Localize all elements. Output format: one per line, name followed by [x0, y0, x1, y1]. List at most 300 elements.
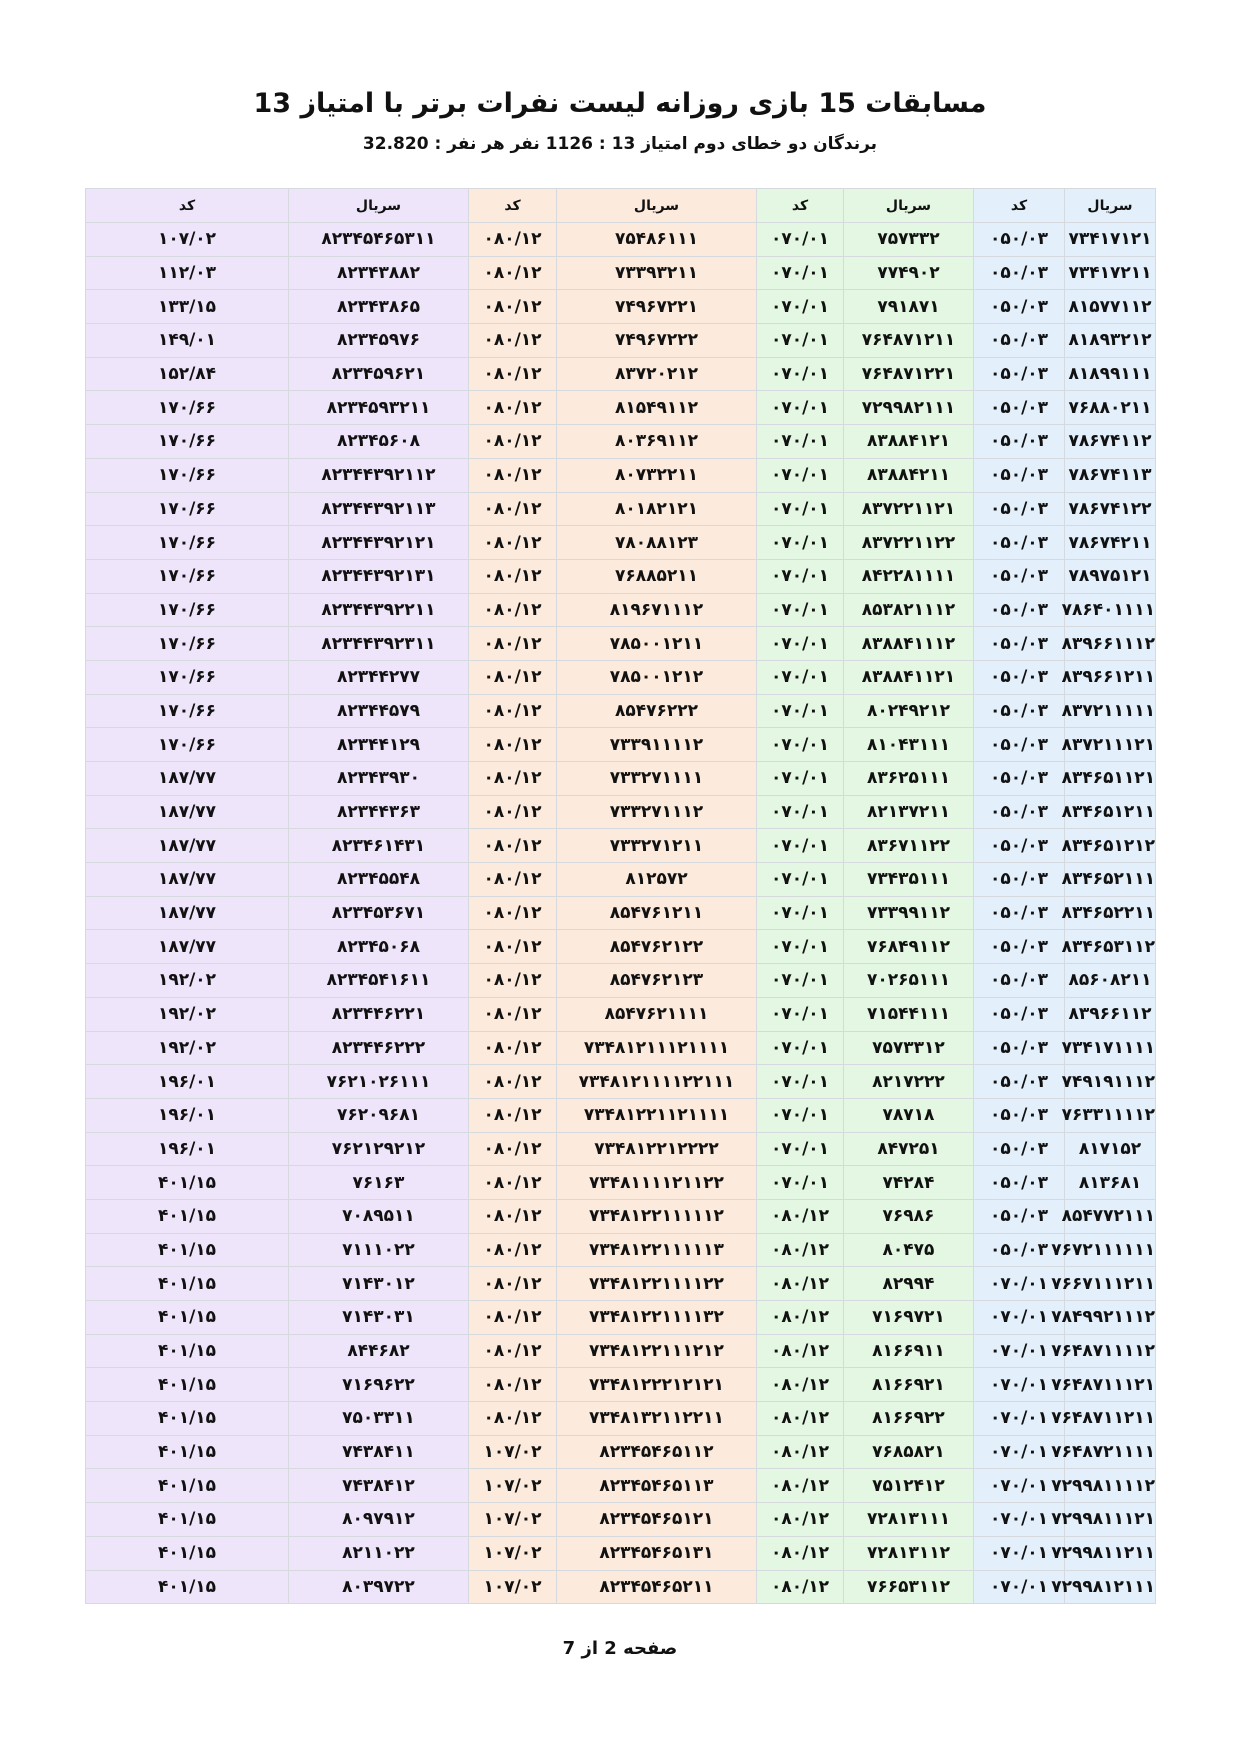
cell-code-2: ۰۷۰/۰۱ [757, 290, 844, 324]
cell-serial-1: ۷۴۹۱۹۱۱۱۲ [1065, 1065, 1156, 1099]
cell-code-1: ۰۵۰/۰۳ [974, 728, 1065, 762]
cell-code-1: ۰۵۰/۰۳ [974, 1065, 1065, 1099]
cell-code-4: ۱۹۶/۰۱ [86, 1132, 289, 1166]
table-row [86, 930, 1156, 964]
header-code-3: کد [469, 189, 557, 223]
cell-code-1: ۰۵۰/۰۳ [974, 391, 1065, 425]
cell-code-4: ۱۸۷/۷۷ [86, 795, 289, 829]
cell-serial-3: ۷۴۹۶۷۲۲۱ [557, 290, 757, 324]
cell-serial-4: ۸۲۳۴۴۳۹۲۱۱۳ [289, 492, 469, 526]
cell-code-2: ۰۷۰/۰۱ [757, 391, 844, 425]
cell-code-2: ۰۷۰/۰۱ [757, 829, 844, 863]
table-row [86, 223, 1156, 257]
cell-code-3: ۰۸۰/۱۲ [469, 728, 557, 762]
cell-code-3: ۰۸۰/۱۲ [469, 357, 557, 391]
cell-code-2: ۰۷۰/۰۱ [757, 795, 844, 829]
cell-serial-1: ۷۶۴۸۷۱۱۱۲۱ [1065, 1368, 1156, 1402]
cell-serial-1: ۸۵۶۰۸۲۱۱ [1065, 964, 1156, 998]
table-row [86, 863, 1156, 897]
cell-code-1: ۰۵۰/۰۳ [974, 324, 1065, 358]
cell-code-1: ۰۷۰/۰۱ [974, 1267, 1065, 1301]
cell-code-4: ۱۴۹/۰۱ [86, 324, 289, 358]
cell-serial-4: ۸۲۳۴۵۰۶۸ [289, 930, 469, 964]
cell-code-3: ۰۸۰/۱۲ [469, 1334, 557, 1368]
table-row [86, 964, 1156, 998]
cell-serial-3: ۷۸۵۰۰۱۲۱۲ [557, 660, 757, 694]
cell-code-3: ۱۰۷/۰۲ [469, 1503, 557, 1537]
cell-serial-2: ۸۲۱۷۲۲۲ [844, 1065, 974, 1099]
cell-serial-4: ۸۲۳۴۴۳۹۲۳۱۱ [289, 627, 469, 661]
winners-table [85, 188, 1156, 1604]
cell-serial-2: ۸۴۷۲۵۱ [844, 1132, 974, 1166]
cell-code-1: ۰۵۰/۰۳ [974, 795, 1065, 829]
cell-serial-4: ۷۴۳۸۴۱۲ [289, 1469, 469, 1503]
header-code-1: کد [974, 189, 1065, 223]
cell-code-4: ۴۰۱/۱۵ [86, 1570, 289, 1604]
cell-code-3: ۰۸۰/۱۲ [469, 997, 557, 1031]
cell-serial-3: ۷۳۴۸۱۲۲۱۱۲۱۱۱۱ [557, 1098, 757, 1132]
cell-serial-1: ۷۶۷۲۱۱۱۱۱۱ [1065, 1233, 1156, 1267]
cell-serial-3: ۷۶۸۸۵۲۱۱ [557, 559, 757, 593]
cell-code-2: ۰۷۰/۰۱ [757, 223, 844, 257]
cell-serial-3: ۷۳۳۲۷۱۱۱۲ [557, 795, 757, 829]
cell-serial-1: ۸۱۸۹۹۱۱۱ [1065, 357, 1156, 391]
cell-code-3: ۰۸۰/۱۲ [469, 694, 557, 728]
cell-serial-2: ۸۳۶۲۵۱۱۱ [844, 762, 974, 796]
cell-code-1: ۰۷۰/۰۱ [974, 1402, 1065, 1436]
cell-serial-1: ۷۳۴۱۷۲۱۱ [1065, 256, 1156, 290]
cell-code-4: ۱۸۷/۷۷ [86, 829, 289, 863]
cell-serial-4: ۸۲۳۴۳۹۳۰ [289, 762, 469, 796]
cell-code-2: ۰۸۰/۱۲ [757, 1334, 844, 1368]
table-row [86, 357, 1156, 391]
cell-code-1: ۰۵۰/۰۳ [974, 863, 1065, 897]
cell-code-3: ۰۸۰/۱۲ [469, 256, 557, 290]
cell-code-4: ۱۷۰/۶۶ [86, 391, 289, 425]
cell-serial-3: ۸۵۴۷۶۱۲۱۱ [557, 896, 757, 930]
cell-serial-3: ۸۲۳۴۵۴۶۵۱۳۱ [557, 1536, 757, 1570]
page-subtitle: برندگان دو خطای دوم امتیاز 13 : 1126 نفر هر نفر : 32.820 [362, 134, 878, 154]
cell-serial-4: ۸۲۳۴۵۹۷۶ [289, 324, 469, 358]
cell-code-1: ۰۵۰/۰۳ [974, 627, 1065, 661]
cell-code-2: ۰۸۰/۱۲ [757, 1536, 844, 1570]
cell-serial-1: ۸۳۹۶۶۱۱۱۲ [1065, 627, 1156, 661]
cell-code-1: ۰۷۰/۰۱ [974, 1435, 1065, 1469]
cell-code-3: ۰۸۰/۱۲ [469, 896, 557, 930]
table-row [86, 627, 1156, 661]
cell-serial-1: ۸۳۴۶۵۱۲۱۱ [1065, 795, 1156, 829]
table-row [86, 896, 1156, 930]
table-row [86, 1031, 1156, 1065]
cell-serial-3: ۷۵۴۸۶۱۱۱ [557, 223, 757, 257]
cell-serial-2: ۷۴۲۸۴ [844, 1166, 974, 1200]
cell-code-3: ۰۸۰/۱۲ [469, 627, 557, 661]
table-row [86, 559, 1156, 593]
cell-serial-1: ۷۸۶۴۰۱۱۱۱ [1065, 593, 1156, 627]
cell-serial-2: ۷۶۶۵۳۱۱۲ [844, 1570, 974, 1604]
table-row [86, 492, 1156, 526]
table-row [86, 290, 1156, 324]
cell-serial-2: ۷۷۴۹۰۲ [844, 256, 974, 290]
table-row [86, 1469, 1156, 1503]
cell-code-2: ۰۷۰/۰۱ [757, 1132, 844, 1166]
table-row [86, 1267, 1156, 1301]
cell-code-1: ۰۵۰/۰۳ [974, 1199, 1065, 1233]
cell-code-4: ۴۰۱/۱۵ [86, 1503, 289, 1537]
cell-serial-1: ۷۸۹۷۵۱۲۱ [1065, 559, 1156, 593]
cell-code-4: ۱۱۲/۰۳ [86, 256, 289, 290]
cell-serial-4: ۸۲۳۴۵۵۴۸ [289, 863, 469, 897]
cell-code-3: ۰۸۰/۱۲ [469, 290, 557, 324]
cell-code-3: ۰۸۰/۱۲ [469, 1065, 557, 1099]
cell-serial-3: ۸۰۷۳۲۲۱۱ [557, 458, 757, 492]
table-row [86, 1334, 1156, 1368]
table-row [86, 1301, 1156, 1335]
cell-serial-4: ۸۲۳۴۴۲۷۷ [289, 660, 469, 694]
cell-code-2: ۰۷۰/۰۱ [757, 1098, 844, 1132]
cell-serial-3: ۷۳۳۲۷۱۲۱۱ [557, 829, 757, 863]
table-row [86, 694, 1156, 728]
cell-serial-2: ۸۳۸۸۴۲۱۱ [844, 458, 974, 492]
cell-serial-1: ۷۲۹۹۸۱۱۱۱۲ [1065, 1469, 1156, 1503]
cell-code-3: ۰۸۰/۱۲ [469, 492, 557, 526]
cell-code-3: ۰۸۰/۱۲ [469, 930, 557, 964]
table-row [86, 425, 1156, 459]
cell-serial-4: ۸۲۳۴۴۶۲۲۲ [289, 1031, 469, 1065]
cell-serial-3: ۸۳۷۲۰۲۱۲ [557, 357, 757, 391]
cell-serial-3: ۷۳۴۸۱۳۲۱۱۲۲۱۱ [557, 1402, 757, 1436]
cell-serial-2: ۷۶۴۸۷۱۲۲۱ [844, 357, 974, 391]
cell-code-3: ۰۸۰/۱۲ [469, 1368, 557, 1402]
cell-code-4: ۱۷۰/۶۶ [86, 627, 289, 661]
table-row [86, 1132, 1156, 1166]
cell-serial-4: ۸۲۳۴۵۹۳۲۱۱ [289, 391, 469, 425]
cell-serial-1: ۸۳۹۶۶۱۲۱۱ [1065, 660, 1156, 694]
cell-serial-4: ۸۲۳۴۴۳۹۲۱۱۲ [289, 458, 469, 492]
cell-serial-2: ۸۴۲۲۸۱۱۱۱ [844, 559, 974, 593]
cell-code-1: ۰۷۰/۰۱ [974, 1301, 1065, 1335]
cell-code-1: ۰۵۰/۰۳ [974, 1166, 1065, 1200]
cell-code-4: ۱۹۲/۰۲ [86, 997, 289, 1031]
cell-code-1: ۰۵۰/۰۳ [974, 223, 1065, 257]
cell-serial-2: ۸۳۸۸۴۱۱۱۲ [844, 627, 974, 661]
cell-serial-3: ۷۳۴۸۱۱۱۱۲۱۱۲۲ [557, 1166, 757, 1200]
cell-serial-2: ۷۶۹۸۶ [844, 1199, 974, 1233]
cell-code-2: ۰۷۰/۰۱ [757, 324, 844, 358]
cell-code-4: ۱۸۷/۷۷ [86, 863, 289, 897]
cell-code-1: ۰۵۰/۰۳ [974, 997, 1065, 1031]
cell-code-4: ۱۷۰/۶۶ [86, 559, 289, 593]
cell-serial-3: ۸۵۴۷۶۲۲۲ [557, 694, 757, 728]
cell-code-3: ۰۸۰/۱۲ [469, 660, 557, 694]
cell-serial-2: ۷۲۹۹۸۲۱۱۱ [844, 391, 974, 425]
cell-serial-4: ۸۲۳۴۴۳۹۲۱۲۱ [289, 526, 469, 560]
cell-serial-2: ۷۰۲۶۵۱۱۱ [844, 964, 974, 998]
table-row [86, 1065, 1156, 1099]
cell-serial-2: ۷۲۸۱۳۱۱۱ [844, 1503, 974, 1537]
cell-code-1: ۰۵۰/۰۳ [974, 526, 1065, 560]
cell-serial-3: ۷۴۹۶۷۲۲۲ [557, 324, 757, 358]
cell-code-1: ۰۵۰/۰۳ [974, 1132, 1065, 1166]
cell-code-3: ۰۸۰/۱۲ [469, 593, 557, 627]
cell-serial-3: ۸۲۳۴۵۴۶۵۱۱۲ [557, 1435, 757, 1469]
cell-code-3: ۰۸۰/۱۲ [469, 829, 557, 863]
cell-code-3: ۱۰۷/۰۲ [469, 1469, 557, 1503]
cell-code-2: ۰۷۰/۰۱ [757, 863, 844, 897]
table-row [86, 593, 1156, 627]
cell-serial-4: ۷۴۳۸۴۱۱ [289, 1435, 469, 1469]
table-row [86, 324, 1156, 358]
cell-serial-2: ۸۵۳۸۲۱۱۱۲ [844, 593, 974, 627]
cell-serial-1: ۸۱۵۷۷۱۱۲ [1065, 290, 1156, 324]
cell-code-4: ۱۷۰/۶۶ [86, 458, 289, 492]
cell-serial-1: ۷۲۹۹۸۱۲۱۱۱ [1065, 1570, 1156, 1604]
cell-code-2: ۰۸۰/۱۲ [757, 1368, 844, 1402]
cell-serial-2: ۸۱۶۶۹۱۱ [844, 1334, 974, 1368]
cell-code-1: ۰۵۰/۰۳ [974, 762, 1065, 796]
cell-serial-2: ۸۳۸۸۴۱۲۱ [844, 425, 974, 459]
cell-code-2: ۰۷۰/۰۱ [757, 930, 844, 964]
cell-serial-4: ۸۲۳۴۳۸۸۲ [289, 256, 469, 290]
header-code-4: کد [86, 189, 289, 223]
cell-code-1: ۰۷۰/۰۱ [974, 1469, 1065, 1503]
cell-code-1: ۰۵۰/۰۳ [974, 1098, 1065, 1132]
cell-code-2: ۰۷۰/۰۱ [757, 1166, 844, 1200]
cell-serial-4: ۸۰۳۹۷۲۲ [289, 1570, 469, 1604]
cell-serial-4: ۷۶۲۰۹۶۸۱ [289, 1098, 469, 1132]
cell-code-1: ۰۵۰/۰۳ [974, 930, 1065, 964]
cell-serial-1: ۸۳۷۲۱۱۱۲۱ [1065, 728, 1156, 762]
cell-serial-4: ۸۲۱۱۰۲۲ [289, 1536, 469, 1570]
header-serial-4: سریال [289, 189, 469, 223]
cell-serial-3: ۸۲۳۴۵۴۶۵۱۱۳ [557, 1469, 757, 1503]
page-number: صفحه 2 از 7 [562, 1638, 678, 1659]
cell-serial-2: ۷۳۳۹۹۱۱۲ [844, 896, 974, 930]
cell-serial-2: ۸۳۸۸۴۱۱۲۱ [844, 660, 974, 694]
cell-serial-3: ۸۲۳۴۵۴۶۵۲۱۱ [557, 1570, 757, 1604]
cell-serial-3: ۷۳۴۸۱۲۲۱۱۱۲۱۲ [557, 1334, 757, 1368]
cell-code-1: ۰۵۰/۰۳ [974, 458, 1065, 492]
table-row [86, 1435, 1156, 1469]
cell-code-4: ۴۰۱/۱۵ [86, 1267, 289, 1301]
table-row [86, 795, 1156, 829]
table-row [86, 1368, 1156, 1402]
cell-serial-1: ۷۶۸۸۰۲۱۱ [1065, 391, 1156, 425]
cell-code-1: ۰۵۰/۰۳ [974, 660, 1065, 694]
cell-code-3: ۰۸۰/۱۲ [469, 324, 557, 358]
cell-serial-2: ۸۰۴۷۵ [844, 1233, 974, 1267]
cell-serial-4: ۷۱۴۳۰۳۱ [289, 1301, 469, 1335]
winners-table-container [86, 188, 1156, 1604]
cell-serial-4: ۸۲۳۴۴۳۹۲۱۳۱ [289, 559, 469, 593]
cell-serial-3: ۷۳۴۸۱۲۲۲۱۲۱۲۱ [557, 1368, 757, 1402]
cell-serial-3: ۷۳۴۸۱۲۱۱۱۱۲۲۱۱۱ [557, 1065, 757, 1099]
table-row [86, 526, 1156, 560]
cell-code-4: ۱۷۰/۶۶ [86, 593, 289, 627]
table-row [86, 1570, 1156, 1604]
header-serial-3: سریال [557, 189, 757, 223]
cell-serial-4: ۸۴۴۶۸۲ [289, 1334, 469, 1368]
cell-code-3: ۱۰۷/۰۲ [469, 1536, 557, 1570]
cell-serial-1: ۷۳۴۱۷۱۲۱ [1065, 223, 1156, 257]
cell-code-3: ۰۸۰/۱۲ [469, 1267, 557, 1301]
cell-serial-1: ۸۳۴۶۵۲۲۱۱ [1065, 896, 1156, 930]
cell-code-4: ۱۰۷/۰۲ [86, 223, 289, 257]
cell-code-3: ۰۸۰/۱۲ [469, 1402, 557, 1436]
cell-serial-3: ۷۸۰۸۸۱۲۳ [557, 526, 757, 560]
cell-code-1: ۰۵۰/۰۳ [974, 694, 1065, 728]
cell-code-4: ۱۷۰/۶۶ [86, 728, 289, 762]
header-code-2: کد [757, 189, 844, 223]
cell-serial-1: ۷۸۶۷۴۱۱۲ [1065, 425, 1156, 459]
cell-serial-4: ۷۱۱۱۰۲۲ [289, 1233, 469, 1267]
cell-serial-3: ۸۰۳۶۹۱۱۲ [557, 425, 757, 459]
table-row [86, 1503, 1156, 1537]
cell-serial-4: ۷۱۴۳۰۱۲ [289, 1267, 469, 1301]
cell-code-3: ۰۸۰/۱۲ [469, 391, 557, 425]
cell-code-3: ۰۸۰/۱۲ [469, 1132, 557, 1166]
table-row [86, 1166, 1156, 1200]
cell-code-1: ۰۵۰/۰۳ [974, 256, 1065, 290]
cell-code-2: ۰۷۰/۰۱ [757, 425, 844, 459]
cell-code-4: ۴۰۱/۱۵ [86, 1536, 289, 1570]
header-serial-2: سریال [844, 189, 974, 223]
cell-code-1: ۰۷۰/۰۱ [974, 1334, 1065, 1368]
cell-code-2: ۰۷۰/۰۱ [757, 627, 844, 661]
cell-code-2: ۰۸۰/۱۲ [757, 1469, 844, 1503]
cell-serial-2: ۸۱۶۶۹۲۱ [844, 1368, 974, 1402]
cell-serial-3: ۷۳۴۸۱۲۲۱۱۱۱۱۳ [557, 1233, 757, 1267]
cell-serial-1: ۸۳۴۶۵۱۱۲۱ [1065, 762, 1156, 796]
cell-serial-3: ۷۳۴۸۱۲۱۱۱۲۱۱۱۱ [557, 1031, 757, 1065]
cell-code-1: ۰۷۰/۰۱ [974, 1503, 1065, 1537]
page-title: مسابقات 15 بازی روزانه لیست نفرات برتر با امتیاز 13 [253, 88, 987, 119]
cell-code-3: ۰۸۰/۱۲ [469, 1301, 557, 1335]
cell-serial-4: ۸۲۳۴۴۳۶۳ [289, 795, 469, 829]
cell-code-3: ۰۸۰/۱۲ [469, 1166, 557, 1200]
cell-serial-2: ۸۱۰۴۳۱۱۱ [844, 728, 974, 762]
cell-serial-3: ۸۱۲۵۷۲ [557, 863, 757, 897]
cell-code-4: ۱۷۰/۶۶ [86, 492, 289, 526]
cell-code-4: ۴۰۱/۱۵ [86, 1301, 289, 1335]
cell-code-2: ۰۸۰/۱۲ [757, 1267, 844, 1301]
cell-code-2: ۰۸۰/۱۲ [757, 1402, 844, 1436]
cell-code-2: ۰۷۰/۰۱ [757, 964, 844, 998]
table-row [86, 762, 1156, 796]
cell-serial-2: ۷۶۸۵۸۲۱ [844, 1435, 974, 1469]
cell-serial-4: ۸۲۳۴۳۸۶۵ [289, 290, 469, 324]
cell-serial-3: ۸۵۴۷۶۲۱۲۲ [557, 930, 757, 964]
cell-serial-1: ۷۶۴۸۷۱۱۲۱۱ [1065, 1402, 1156, 1436]
cell-serial-3: ۸۱۵۴۹۱۱۲ [557, 391, 757, 425]
cell-code-4: ۱۳۳/۱۵ [86, 290, 289, 324]
cell-serial-3: ۸۲۳۴۵۴۶۵۱۲۱ [557, 1503, 757, 1537]
cell-serial-4: ۸۲۳۴۵۹۶۲۱ [289, 357, 469, 391]
cell-serial-2: ۷۵۷۳۳۲ [844, 223, 974, 257]
cell-code-3: ۱۰۷/۰۲ [469, 1570, 557, 1604]
cell-serial-2: ۷۵۷۳۳۱۲ [844, 1031, 974, 1065]
cell-serial-3: ۷۳۳۹۱۱۱۱۲ [557, 728, 757, 762]
cell-code-3: ۰۸۰/۱۲ [469, 223, 557, 257]
table-row [86, 660, 1156, 694]
cell-serial-1: ۷۳۴۱۷۱۱۱۱ [1065, 1031, 1156, 1065]
cell-code-3: ۰۸۰/۱۲ [469, 425, 557, 459]
cell-code-1: ۰۵۰/۰۳ [974, 1233, 1065, 1267]
cell-serial-4: ۸۲۳۴۴۶۲۲۱ [289, 997, 469, 1031]
cell-code-2: ۰۷۰/۰۱ [757, 896, 844, 930]
cell-code-4: ۱۷۰/۶۶ [86, 425, 289, 459]
cell-code-3: ۰۸۰/۱۲ [469, 458, 557, 492]
cell-code-1: ۰۵۰/۰۳ [974, 425, 1065, 459]
cell-serial-1: ۸۱۷۱۵۲ [1065, 1132, 1156, 1166]
cell-serial-2: ۷۳۴۳۵۱۱۱ [844, 863, 974, 897]
cell-code-4: ۴۰۱/۱۵ [86, 1469, 289, 1503]
cell-code-1: ۰۵۰/۰۳ [974, 559, 1065, 593]
cell-code-1: ۰۵۰/۰۳ [974, 593, 1065, 627]
table-row [86, 829, 1156, 863]
cell-serial-3: ۷۳۳۲۷۱۱۱۱ [557, 762, 757, 796]
cell-serial-4: ۷۰۸۹۵۱۱ [289, 1199, 469, 1233]
cell-code-4: ۱۷۰/۶۶ [86, 660, 289, 694]
cell-code-2: ۰۸۰/۱۲ [757, 1233, 844, 1267]
cell-code-2: ۰۷۰/۰۱ [757, 559, 844, 593]
cell-serial-2: ۸۳۷۲۲۱۱۲۱ [844, 492, 974, 526]
cell-serial-2: ۸۳۷۲۲۱۱۲۲ [844, 526, 974, 560]
cell-code-1: ۰۷۰/۰۱ [974, 1368, 1065, 1402]
cell-serial-3: ۷۸۵۰۰۱۲۱۱ [557, 627, 757, 661]
cell-serial-2: ۷۶۴۸۷۱۲۱۱ [844, 324, 974, 358]
cell-code-2: ۰۷۰/۰۱ [757, 762, 844, 796]
cell-code-2: ۰۷۰/۰۱ [757, 458, 844, 492]
cell-code-2: ۰۷۰/۰۱ [757, 660, 844, 694]
cell-code-4: ۱۷۰/۶۶ [86, 526, 289, 560]
cell-serial-2: ۸۲۹۹۴ [844, 1267, 974, 1301]
table-row [86, 1199, 1156, 1233]
cell-serial-1: ۷۸۶۷۴۱۲۲ [1065, 492, 1156, 526]
cell-serial-1: ۷۸۶۷۴۲۱۱ [1065, 526, 1156, 560]
cell-code-4: ۴۰۱/۱۵ [86, 1199, 289, 1233]
cell-code-2: ۰۸۰/۱۲ [757, 1199, 844, 1233]
cell-serial-2: ۷۱۶۹۷۲۱ [844, 1301, 974, 1335]
cell-serial-4: ۷۶۲۱۲۹۲۱۲ [289, 1132, 469, 1166]
cell-code-3: ۱۰۷/۰۲ [469, 1435, 557, 1469]
cell-serial-1: ۷۸۶۷۴۱۱۳ [1065, 458, 1156, 492]
cell-serial-3: ۷۳۴۸۱۲۲۱۲۲۲۲ [557, 1132, 757, 1166]
cell-serial-1: ۷۲۹۹۸۱۱۲۱۱ [1065, 1536, 1156, 1570]
cell-code-1: ۰۵۰/۰۳ [974, 896, 1065, 930]
cell-code-2: ۰۷۰/۰۱ [757, 694, 844, 728]
cell-code-4: ۱۹۶/۰۱ [86, 1098, 289, 1132]
cell-code-3: ۰۸۰/۱۲ [469, 559, 557, 593]
cell-code-1: ۰۵۰/۰۳ [974, 964, 1065, 998]
cell-code-2: ۰۷۰/۰۱ [757, 492, 844, 526]
table-row [86, 728, 1156, 762]
table-row [86, 1536, 1156, 1570]
cell-code-1: ۰۵۰/۰۳ [974, 290, 1065, 324]
cell-code-2: ۰۷۰/۰۱ [757, 1065, 844, 1099]
cell-serial-1: ۷۶۳۳۱۱۱۱۲ [1065, 1098, 1156, 1132]
cell-serial-1: ۷۶۴۸۷۱۱۱۱۲ [1065, 1334, 1156, 1368]
cell-serial-3: ۷۳۴۸۱۲۲۱۱۱۱۲۲ [557, 1267, 757, 1301]
cell-code-4: ۴۰۱/۱۵ [86, 1435, 289, 1469]
cell-serial-1: ۷۶۶۷۱۱۱۲۱۱ [1065, 1267, 1156, 1301]
cell-serial-3: ۷۳۴۸۱۲۲۱۱۱۱۱۲ [557, 1199, 757, 1233]
cell-code-4: ۴۰۱/۱۵ [86, 1368, 289, 1402]
table-row [86, 391, 1156, 425]
cell-serial-3: ۷۳۳۹۳۲۱۱ [557, 256, 757, 290]
cell-code-2: ۰۷۰/۰۱ [757, 593, 844, 627]
cell-code-2: ۰۷۰/۰۱ [757, 526, 844, 560]
